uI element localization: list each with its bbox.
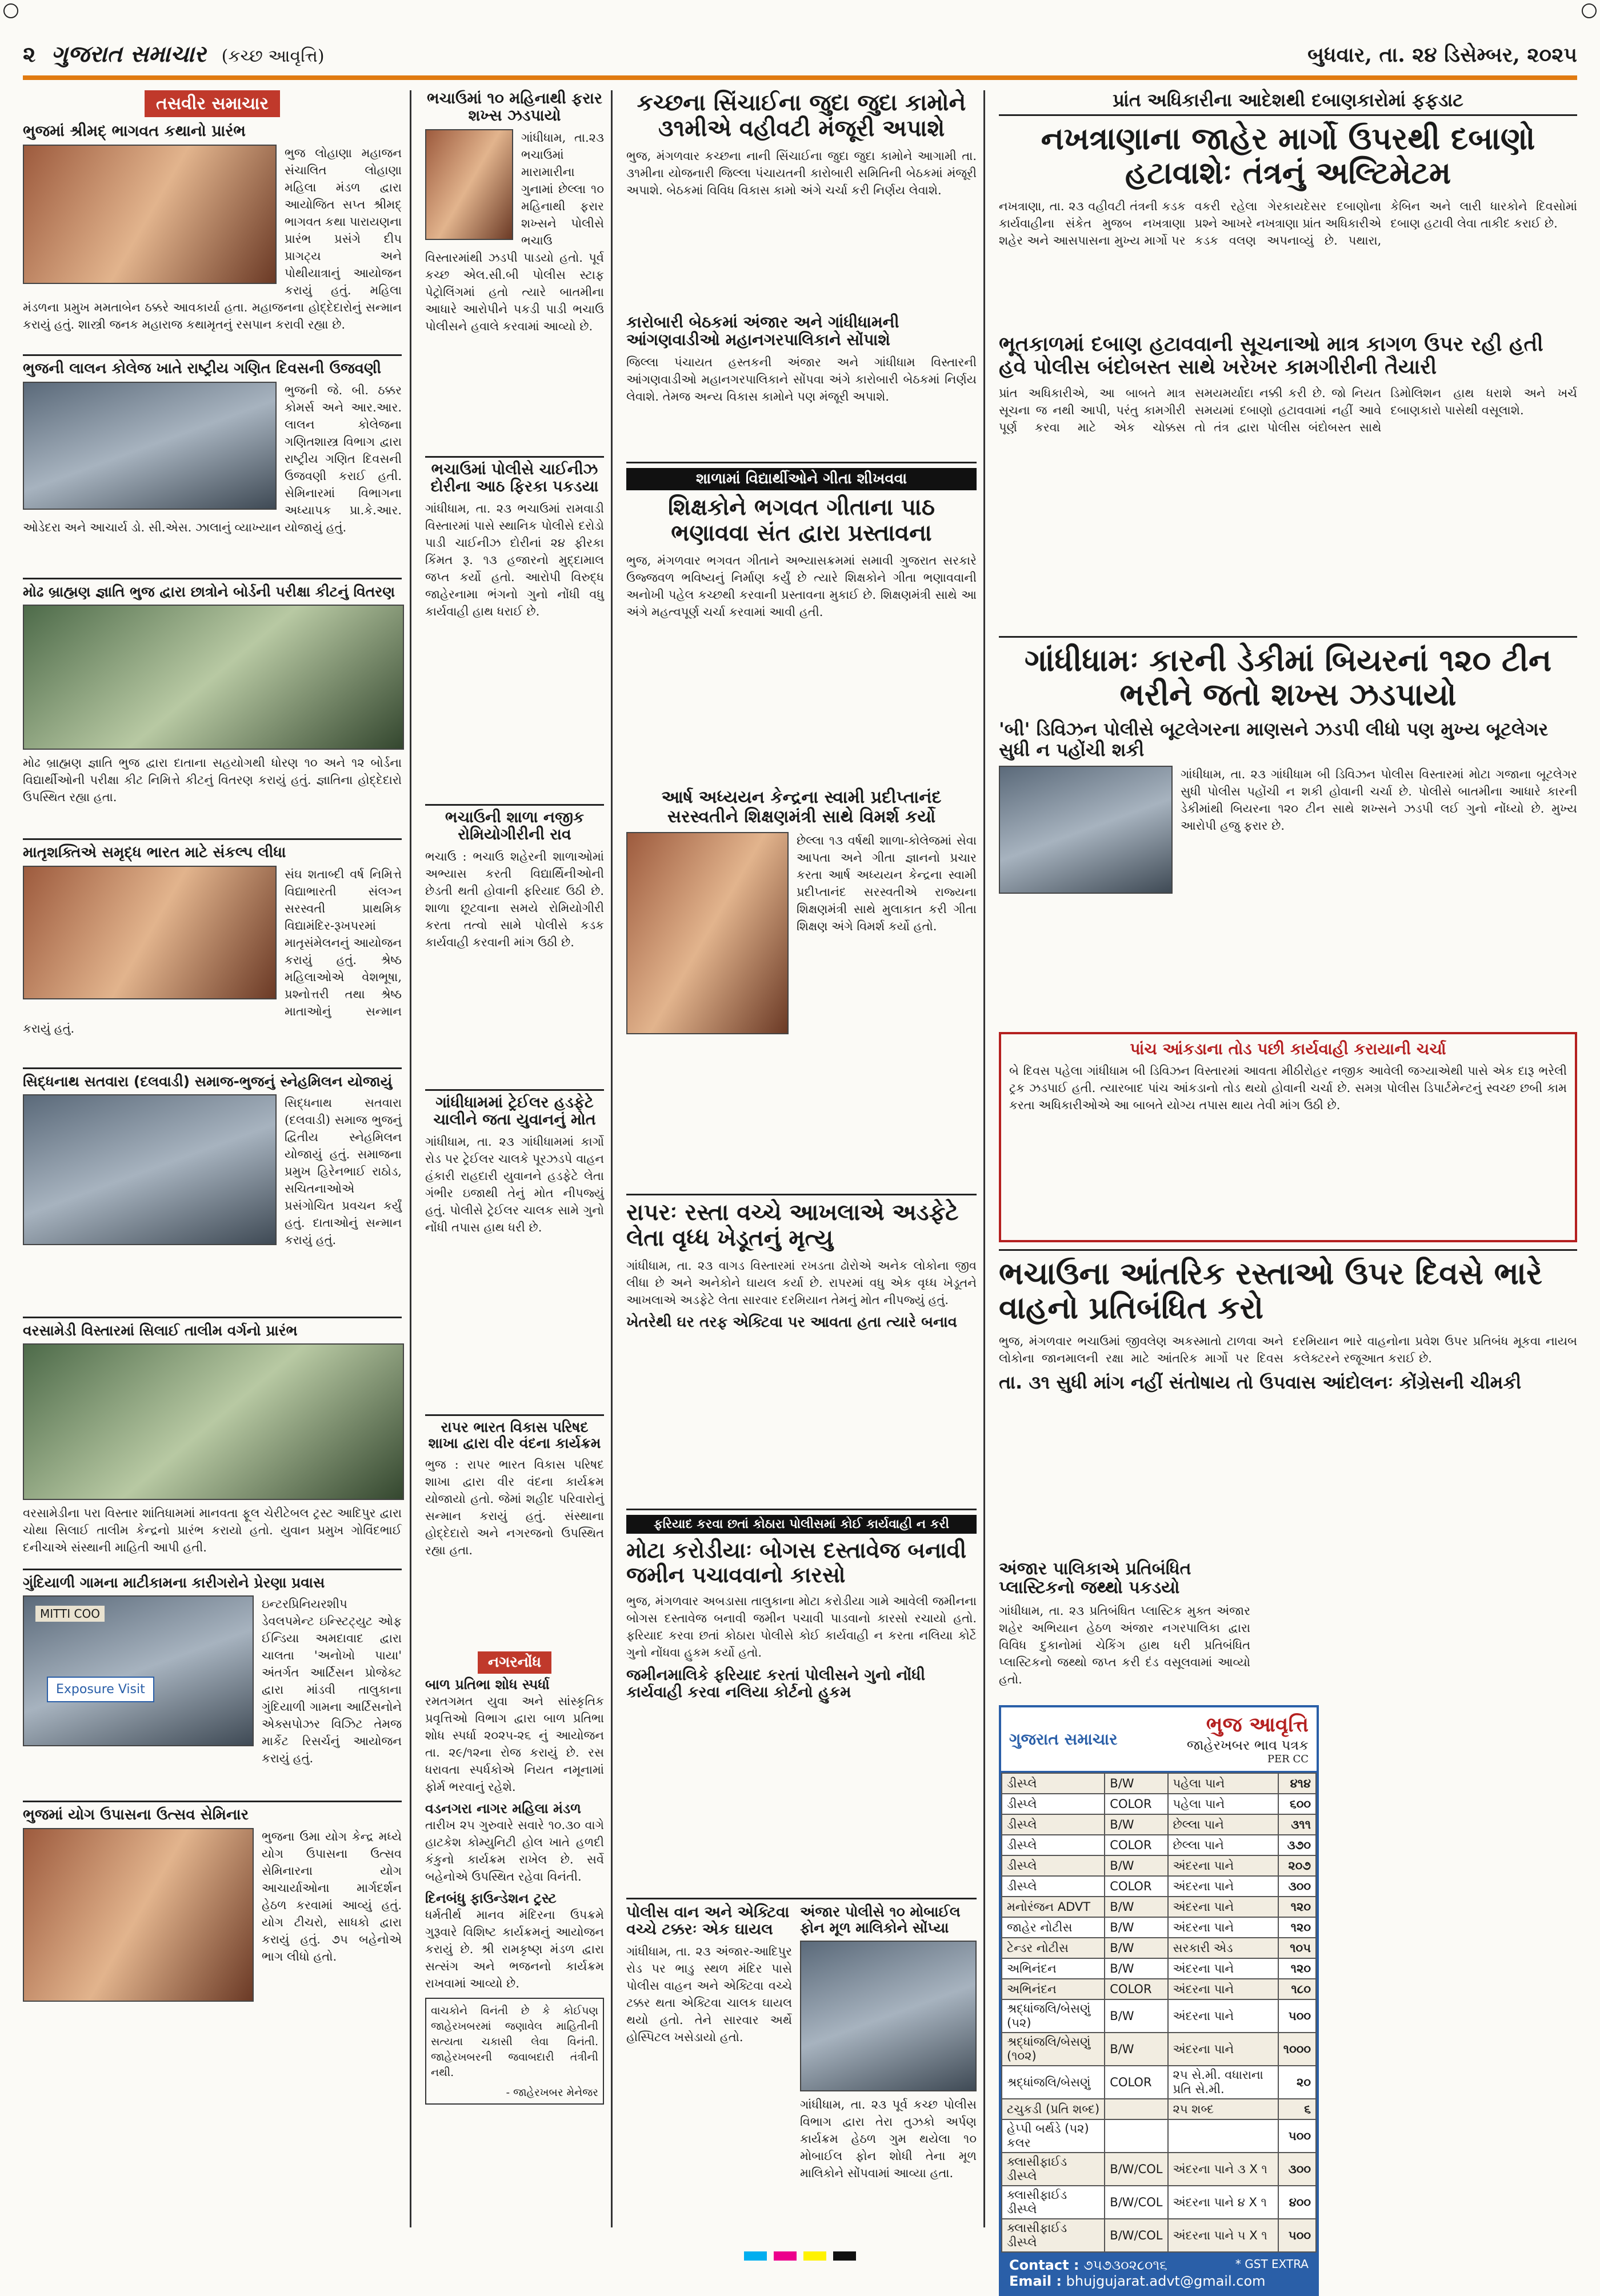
story-headline: માતૃશક્તિએ સમૃદ્ધ ભારત માટે સંકલ્પ લીધા [23, 844, 286, 861]
accused-photo [425, 129, 513, 240]
notice-item [425, 1677, 604, 1992]
story-headline: ભુજમાં શ્રીમદ્ ભાગવત કથાનો પ્રારંભ [23, 122, 246, 140]
rate-cell-position: અંદરના પાને [1168, 1876, 1278, 1897]
rate-cell-rate: ૪૦૦ [1278, 2186, 1316, 2219]
story-body: વરસામેડીના પરા વિસ્તાર શાંતિધામમાં માનવતા ફૂલ ચેરીટેબલ ટ્રસ્ટ આદિપુર દ્વારા ચોથા સિલાઈ તાલીમ કેન્દ્રનો પ્રારંભ કરાયો હતો. યુવાન પ્રમુખ ગોવિંદભાઈ દનીચાએ સંસ્થાની માહિતી આપી હતી. [23, 1506, 402, 1554]
rate-cell-rate: ૨૦૭ [1278, 1855, 1316, 1876]
ratecard-subtitle: જાહેરખબર ભાવ પત્રક [1186, 1737, 1309, 1754]
lead-body: નખત્રાણા, તા. ૨૩ વહીવટી તંત્રની કડક કાર્યવાહીના સંકેત મુજબ નખત્રાણા શહેર અને આસપાસના મુખ્ય માર્ગો પર વકરી રહેલા ગેરકાયદેસર દબાણોના પ્રશ્ને આખરે નખત્રાણા પ્રાંત અધિકારીએ કડક વલણ અપનાવ્યું છે. પથારા, કેબિન અને લારી ધારકોને દિવસોમાં દબાણ હટાવી લેવા તાકીદ કરાઈ છે. [999, 199, 1577, 247]
rate-cell-mode: B/W [1105, 1814, 1167, 1835]
rate-row [1002, 1917, 1316, 1938]
news-photo [23, 1828, 254, 2002]
nagarnondh-tag: નગરનોંધ [478, 1651, 551, 1674]
rate-cell-position: પહેલા પાને [1168, 1773, 1278, 1794]
rate-cell-type: ડીસ્પ્લે [1002, 1855, 1105, 1876]
email-address: bhujgujarat.advt@gmail.com [1066, 2273, 1266, 2290]
rate-cell-rate: ૩૦૦ [1278, 1876, 1316, 1897]
rate-cell-position: છેલ્લા પાને [1168, 1835, 1278, 1855]
rapar-story [626, 1195, 977, 1509]
masthead-left [23, 41, 325, 67]
rate-row [1002, 1979, 1316, 1999]
column-photo-news [23, 90, 411, 2227]
bhachau-subhead: તા. ૩૧ સુધી માંગ નહીં સંતોષાય તો ઉપવાસ આંદોલનઃ કોંગ્રેસની ચીમકી [999, 1371, 1522, 1393]
rate-cell-position: ૨૫ સે.મી. વધારાના પ્રતિ સે.મી. [1168, 2066, 1278, 2099]
notice-headline: વડનગરા નાગર મહિલા મંડળ [425, 1800, 581, 1817]
rate-cell-type: હેપ્પી બર્થડે (૫૨) કલર [1002, 2119, 1105, 2153]
news-item [425, 806, 604, 1089]
rate-cell-type: ડીસ્પ્લે [1002, 1814, 1105, 1835]
plastic-story [999, 1559, 1250, 1694]
rate-cell-rate: ૫૦૦ [1278, 1999, 1316, 2033]
rate-cell-rate: ૧૨૦ [1278, 1917, 1316, 1938]
story-headline: વરસામેડી વિસ્તારમાં સિલાઈ તાલીમ વર્ગનો પ્રારંભ [23, 1322, 298, 1339]
rate-cell-rate: ૨૦ [1278, 2066, 1316, 2099]
rate-cell-mode: COLOR [1105, 1835, 1167, 1855]
boxed-body: બે દિવસ પહેલા ગાંધીધામ બી ડિવિઝન વિસ્તારમાં આવતા મીઠીરોહર નજીક આવેલી જગ્યાએથી પાસે એક દારૂ ભરેલી ટ્રક ઝડપાઈ હતી. ત્યારબાદ પાંચ આંકડાનો તોડ થયો હોવાની ચર્ચા છે. સમગ્ર પોલીસ ડિપાર્ટમેન્ટનું સ્વચ્છ છબી કામ કરતા અધિકારીઓએ આ બાબતે યોગ્ય તપાસ થાય તેવી માંગ ઉઠી છે. [1009, 1064, 1567, 1113]
rate-cell-type: ડીસ્પ્લે [1002, 1835, 1105, 1855]
ratecard-unit: PER CC [1267, 1753, 1309, 1766]
swami-photo [626, 832, 789, 1034]
photo-story [23, 1802, 402, 1965]
sub-body: પ્રાંત અધિકારીએ, આ બાબતે માત્ર સૂચના જ નથી આપી, પરંતુ કામગીરી પૂર્ણ કરવા માટે એક ચોક્કસ સમયમર્યાદા નક્કી કરી છે. જો નિયત સમયમાં દબાણો હટાવવામાં નહીં આવે તો તંત્ર દ્વારા પોલીસ બંદોબસ્ત સાથે ડિમોલિશન હાથ ધરાશે અને ખર્ચ દબાણકારો પાસેથી વસૂલાશે. [999, 386, 1577, 435]
sub-headline: કારોબારી બેઠકમાં અંજાર અને ગાંધીધામની આંગણવાડીઓ મહાનગરપાલિકાને સોંપાશે [626, 313, 899, 350]
news-item [425, 458, 604, 804]
gita-headline: શિક્ષકોને ભગવત ગીતાના પાઠ ભણાવવા સંત દ્વારા પ્રસ્તાવના [668, 494, 935, 546]
story-headline: ગુંદિયાળી ગામના માટીકામના કારીગરોને પ્રેરણા પ્રવાસ [23, 1574, 325, 1591]
rate-cell-rate: ૬૦૦ [1278, 1794, 1316, 1814]
rate-row [1002, 2219, 1316, 2252]
gst-note: * GST EXTRA [1235, 2257, 1309, 2271]
notice-sign: - જાહેરખબર મેનેજર [506, 2086, 598, 2099]
story-body: ભુજ લોહાણા મહાજન સંચાલિત લોહાણા મહિલા મંડળ દ્વારા આયોજિત સપ્ત શ્રીમદ્ ભાગવત કથા પારાયણના પ્રારંભ પ્રસંગે દીપ પ્રાગટ્ય અને પોથીયાત્રાનું આયોજન કરાયું હતું. મહિલા મંડળના પ્રમુખ મમતાબેન ઠક્કરે આવકાર્યા હતા. મહાજનના હોદ્દેદારોનું સન્માન કરાયું હતું. શાસ્ત્રી જનક મહારાજ કથામૃતનું રસપાન કરાવી રહ્યા છે. [23, 146, 402, 332]
news-photo [23, 382, 277, 510]
rate-cell-position: અંદરના પાને [1168, 2033, 1278, 2066]
ratecard-title: ભુજ આવૃત્તિ [1206, 1713, 1309, 1737]
rapar-headline: રાપરઃ રસ્તા વચ્ચે આખલાએ અડફેટે લેતા વૃધ્ધ ખેડૂતનું મૃત્યુ [626, 1199, 959, 1251]
news-photo [23, 1343, 404, 1500]
rate-cell-type: ક્લાસીફાઈડ ડીસ્પ્લે [1002, 2153, 1105, 2186]
rate-cell-mode: B/W [1105, 2033, 1167, 2066]
sub-story [626, 313, 977, 462]
contact-number: ૭૫૭૩૦૨૮૦૧૬ [1083, 2257, 1167, 2274]
news-item [425, 90, 604, 456]
rate-cell-type: ડીસ્પ્લે [1002, 1773, 1105, 1794]
rate-cell-position: સરકારી એડ [1168, 1938, 1278, 1958]
paper-name: ગુજરાત સમાચાર [51, 41, 206, 67]
news-headline: રાપર ભારત વિકાસ પરિષદ શાખા દ્વારા વીર વંદના કાર્યક્રમ [428, 1419, 601, 1451]
story-headline: ભુજની લાલન કોલેજ ખાતે રાષ્ટ્રીય ગણિત દિવસની ઉજવણી [23, 360, 382, 377]
notice-body: તારીખ ૨૫ ગુરુવારે સવારે ૧૦.૩૦ વાગે હાટકેશ કોમ્યુનિટી હોલ ખાતે હળદી કંકુનો કાર્યક્રમ રાખેલ છે. સર્વે બહેનોએ ઉપસ્થિત રહેવા વિનંતી. [425, 1818, 604, 1883]
rate-cell-rate: ૩૧૧ [1278, 1814, 1316, 1835]
rate-row [1002, 2066, 1316, 2099]
rate-cell-mode [1105, 2119, 1167, 2153]
story-headline: મોઢ બ્રાહ્મણ જ્ઞાતિ ભુજ દ્વારા છાત્રોને બોર્ડની પરીક્ષા કીટનું વિતરણ [23, 583, 395, 600]
rate-cell-type: શ્રદ્ધાંજલિ/બેસણું [1002, 2066, 1105, 2099]
arsh-headline: આર્ષ અધ્યયન કેન્દ્રના સ્વામી પ્રદીપ્તાનંદ સરસ્વતીને શિક્ષણમંત્રી સાથે વિમર્શ કર્યો [661, 787, 942, 827]
beer-headline: ગાંધીધામઃ કારની ડેકીમાં બિયરનાં ૧૨૦ ટીન ભરીને જતો શખ્સ ઝડપાયો [1024, 642, 1552, 713]
van-story [626, 1904, 792, 2187]
story-headline: ભુજમાં યોગ ઉપાસના ઉત્સવ સેમિનાર [23, 1806, 249, 1823]
news-photo [23, 866, 277, 999]
notice-headline: બાળ પ્રતિભા શોધ સ્પર્ધા [425, 1677, 550, 1693]
lead-story [626, 90, 977, 313]
news-body: ગાંધીધામ, તા.૨૩ ભચાઉમાં મારામારીના ગુનામાં છેલ્લા ૧૦ મહિનાથી ફરાર શખ્સને પોલીસે ભચાઉ વિસ્તારમાંથી ઝડપી પાડયો હતો. પૂર્વ કચ્છ એલ.સી.બી પોલીસ સ્ટાફ પેટ્રોલિંગમાં હતો ત્યારે બાતમીના આધારે આરોપીને પકડી પાડી ભચાઉ પોલીસને હવાલે કરવામાં આવ્યો છે. [425, 131, 604, 334]
bhachau-story [999, 1251, 1577, 1559]
rate-cell-type: મનોરંજન ADVT [1002, 1897, 1105, 1917]
sub-body: જિલ્લા પંચાયત હસ્તકની અંજાર અને ગાંધીધામ વિસ્તારની આંગણવાડીઓ મહાનગરપાલિકાને સોંપવા અંગે કારોબારી બેઠકમાં નિર્ણય લેવાશે. તેમજ અન્ય વિકાસ કામોને પણ મંજૂરી અપાશે. [626, 355, 977, 403]
rate-cell-position: અંદરના પાને [1168, 1979, 1278, 1999]
notice-body: ધર્મતીર્થ માનવ મંદિરના ઉપક્રમે ગુરૂવારે વિશિષ્ટ કાર્યક્રમનું આયોજન કરાયું છે. શ્રી રામકૃષ્ણ મંડળ દ્વારા સત્સંગ અને ભજનનો કાર્યક્રમ રાખવામાં આવ્યો છે. [425, 1907, 604, 1990]
rate-row [1002, 1794, 1316, 1814]
rate-cell-position: છેલ્લા પાને [1168, 1814, 1278, 1835]
kotda-body: ભુજ, મંગળવાર અબડાસા તાલુકાના મોટા કરોડીયા ગામે આવેલી જમીનના બોગસ દસ્તાવેજ બનાવી જમીન પચાવી પાડવાનો કારસો રચાયો હતો. ફરિયાદ કરવા છતાં કોઠારા પોલીસે કોઈ કાર્યવાહી ન કરતા નલિયા કોર્ટે ગુનો નોંધવા હુકમ કર્યો હતો. [626, 1594, 977, 1660]
bhachau-headline: ભચાઉના આંતરિક રસ્તાઓ ઉપર દિવસે ભારે વાહનો પ્રતિબંધિત કરો [999, 1255, 1542, 1326]
advertiser-notice [425, 1998, 604, 2105]
rate-cell-mode: COLOR [1105, 1979, 1167, 1999]
rate-cell-mode: B/W/COL [1105, 2186, 1167, 2219]
story-body: મોઢ બ્રાહ્મણ જ્ઞાતિ ભુજ દ્વારા દાતાના સહયોગથી ધોરણ ૧૦ અને ૧૨ બોર્ડના વિદ્યાર્થીઓની પરીક્ષા કીટ નિમિત્તે કીટનું વિતરણ કરાયું હતું. જ્ઞાતિના હોદ્દેદારો ઉપસ્થિત રહ્યા હતા. [23, 756, 402, 804]
rate-cell-mode: B/W [1105, 1897, 1167, 1917]
rate-cell-rate: ૩૭૦ [1278, 1835, 1316, 1855]
story-body: ભુજના ઉમા યોગ કેન્દ્ર મધ્યે યોગ ઉપાસના ઉત્સવ સેમિનારના યોગ આચાર્યાઓના માર્ગદર્શન હેઠળ કરવામાં આવ્યું હતું. યોગ ટીચરો, સાધકો દ્વારા કરાયું હતું. ૭૫ બહેનોએ ભાગ લીધો હતો. [262, 1830, 402, 1964]
registration-mark [3, 3, 18, 18]
rate-row [1002, 2033, 1316, 2066]
news-body: ભુજ : રાપર ભારત વિકાસ પરિષદ શાખા દ્વારા વીર વંદના કાર્યક્રમ યોજાયો હતો. જેમાં શહીદ પરિવારોનું સન્માન કરાયું હતું. સંસ્થાના હોદ્દેદારો અને નગરજનો ઉપસ્થિત રહ્યા હતા. [425, 1458, 604, 1557]
rate-cell-mode: B/W [1105, 1999, 1167, 2033]
rate-row [1002, 1814, 1316, 1835]
notice-text: વાચકોને વિનંતી છે કે કોઈપણ જાહેરખબરમાં જણાવેલ માહિતીની સત્યતા ચકાસી લેવા વિનંતી. જાહેરખબરની જવાબદારી તંત્રીની નથી. [431, 2004, 598, 2079]
photo-sign: Exposure Visit [47, 1677, 154, 1702]
photo-story [23, 840, 402, 1067]
rate-row [1002, 2153, 1316, 2186]
photo-story [23, 123, 402, 354]
story-body: ઇન્ટરપ્રિનિયરશીપ ડેવલપમેન્ટ ઇન્સ્ટિટ્યુટ ઓફ ઈન્ડિયા અમદાવાદ દ્વારા ચાલતા 'અનોખો પાયા' અંતર્ગત આર્ટિસન પ્રોજેક્ટ દ્વારા માંડવી તાલુકાના ગુંદિયાળી ગામના આર્ટિસનોને એક્સપોઝર વિઝિટ તેમજ માર્કેટ રિસર્ચનું આયોજન કરાયું હતું. [262, 1597, 402, 1765]
rate-cell-position: અંદરના પાને [1168, 1917, 1278, 1938]
van-body: ગાંધીધામ, તા. ૨૩ અંજાર-આદિપુર રોડ પર ભાડુ સ્થળ મંદિર પાસે પોલીસ વાહન અને એક્ટિવા વચ્ચે ટક્કર થતા એક્ટિવા ચાલક ઘાયલ થયો હતો. તેને સારવાર અર્થે હોસ્પિટલ ખસેડાયો હતો. [626, 1945, 792, 2045]
rate-row [1002, 1835, 1316, 1855]
rate-cell-mode: B/W/COL [1105, 2219, 1167, 2252]
story-headline: સિદ્ધનાથ સતવારા (દલવાડી) સમાજ-ભુજનું સ્નેહમિલન યોજાયું [23, 1073, 393, 1090]
rate-row [1002, 1773, 1316, 1794]
gita-kicker: શાળામાં વિદ્યાર્થીઓને ગીતા શીખવવા [626, 468, 977, 490]
column-main-news [619, 90, 985, 2227]
rate-cell-rate: ૧૮૦ [1278, 1979, 1316, 1999]
news-headline: ગાંધીધામમાં ટ્રેઈલર હડફેટે ચાલીને જતા યુવાનનું મોત [433, 1094, 596, 1129]
rate-row [1002, 2186, 1316, 2219]
mobile-body: ગાંધીધામ, તા. ૨૩ પૂર્વ કચ્છ પોલીસ વિભાગ દ્વારા તેરા તુઝકો અર્પણ કાર્યક્રમ હેઠળ ગુમ થયેલા ૧૦ મોબાઈલ ફોન શોધી તેના મૂળ માલિકોને સોંપવામાં આવ્યા હતા. [800, 2098, 977, 2180]
news-item [425, 1091, 604, 1414]
lead-body: ભુજ, મંગળવાર કચ્છના નાની સિંચાઈના જુદા જુદા કામોને આગામી તા. ૩૧મીના યોજનારી જિલ્લા પંચાયતની કારોબારી સમિતિની બેઠકમાં મંજૂરી અપાશે. બેઠકમાં વિવિધ વિકાસ કામો અંગે ચર્ચા કરી નિર્ણય લેવાશે. [626, 149, 977, 197]
kotda-kicker: ફરિયાદ કરવા છતાં કોઠારા પોલીસમાં કોઈ કાર્યવાહી ન કરી [626, 1515, 977, 1534]
news-body: ગાંધીધામ, તા. ૨૩ ભચાઉમાં રામવાડી વિસ્તારમાં પાસે સ્થાનિક પોલીસે દરોડો પાડી ચાઈનીઝ દોરીનાં ૨૪ ફીરકા કિંમત રૂ. ૧૩ હજારનો મુદ્દામાલ જપ્ત કર્યો હતો. આરોપી વિરુદ્ધ જાહેરનામા ભંગનો ગુનો નોંધી વધુ કાર્યવાહી હાથ ધરાઈ છે. [425, 502, 604, 619]
registration-mark [1582, 3, 1597, 18]
rate-cell-mode [1105, 2099, 1167, 2119]
rate-cell-position: અંદરના પાને ૩ X ૧ [1168, 2153, 1278, 2186]
news-body: ગાંધીધામ, તા. ૨૩ ગાંધીધામમાં કાર્ગો રોડ પર ટ્રેઈલર ચાલકે પૂરઝડપે વાહન હંકારી રાહદારી યુવાનને હડફેટે લેતા ગંભીર ઇજાથી તેનું મોત નીપજ્યું હતું. પોલીસે ટ્રેઈલર ચાલક સામે ગુનો નોંધી તપાસ હાથ ધરી છે. [425, 1135, 604, 1235]
rate-cell-rate: ૧૦૦૦ [1278, 2033, 1316, 2066]
boxed-story [999, 1032, 1577, 1242]
rate-cell-position: અંદરના પાને [1168, 1958, 1278, 1979]
news-photo [23, 605, 404, 750]
news-headline: ભચાઉમાં પોલીસે ચાઈનીઝ દોરીના આઠ ફિરકા પકડયા [430, 461, 599, 496]
rate-cell-mode: B/W [1105, 1958, 1167, 1979]
rate-cell-rate: ૬ [1278, 2099, 1316, 2119]
rate-cell-rate: ૫૦૦ [1278, 2219, 1316, 2252]
rapar-body: ગાંધીધામ, તા. ૨૩ વાગડ વિસ્તારમાં રખડતા ઢોરોએ અનેક લોકોના જીવ લીધા છે અને અનેકોને ઘાયલ કર્યા છે. રાપરમાં વધુ એક વૃધ્ધ ખેડૂતને આખલાએ અડફેટે લેતા સારવાર દરમિયાન તેમનું મોત નીપજ્યું હતું. [626, 1258, 977, 1307]
rapar-subhead: ખેતરેથી ઘર તરફ એક્ટિવા પર આવતા હતા ત્યારે બનાવ [626, 1313, 957, 1331]
arsh-story [626, 788, 977, 1194]
edition: (કચ્છ આવૃત્તિ) [221, 46, 325, 66]
kotda-story [626, 1510, 977, 1898]
rate-cell-mode: B/W [1105, 1855, 1167, 1876]
plastic-body: ગાંધીધામ, તા. ૨૩ પ્રતિબંધિત પ્લાસ્ટિક મુક્ત અંજાર શહેર અભિયાન હેઠળ અંજાર નગરપાલિકા દ્વારા વિવિધ દુકાનોમાં ચેકિંગ હાથ ધરી પ્રતિબંધિત પ્લાસ્ટિકનો જથ્થો જપ્ત કરી દંડ વસૂલવામાં આવ્યો હતો. [999, 1604, 1250, 1687]
beer-body: ગાંધીધામ, તા. ૨૩ ગાંધીધામ બી ડિવિઝન પોલીસ વિસ્તારમાં મોટા ગજાના બૂટલેગર સુધી પોલીસ પહોંચી ન શકી હોવાની ચર્ચા છે. પોલીસે બાતમીના આધારે કારની ડેકીમાંથી બિયરના ૧૨૦ ટીન સાથે શખ્સને ઝડપી લઈ ગુનો નોંધ્યો છે. મુખ્ય આરોપી હજુ ફરાર છે. [1181, 767, 1577, 833]
rate-cell-mode: COLOR [1105, 1794, 1167, 1814]
rate-cell-rate: ૧૨૦ [1278, 1897, 1316, 1917]
beer-kicker: 'બી' ડિવિઝન પોલીસે બૂટલેગરના માણસને ઝડપી લીધો પણ મુખ્ય બૂટલેગર સુધી ન પહોંચી શકી [999, 718, 1549, 761]
column-lead-news [992, 89, 1577, 2290]
rate-cell-type: ટચુકડી (પ્રતિ શબ્દ) [1002, 2099, 1105, 2119]
rate-cell-rate: ૪૧૪ [1278, 1773, 1316, 1794]
rate-cell-rate: ૧૨૦ [1278, 1958, 1316, 1979]
boxed-title: પાંચ આંકડાના તોડ પછી કાર્યવાહી કરાયાની ચર્ચા [1130, 1039, 1446, 1058]
photo-story [23, 579, 402, 838]
column-short-news [418, 90, 613, 2227]
mobile-photo [800, 1941, 977, 2091]
email-label: Email : [1009, 2273, 1062, 2290]
contact-label: Contact : [1009, 2257, 1079, 2274]
rate-cell-mode: B/W [1105, 1938, 1167, 1958]
rate-cell-type: શ્રદ્ધાંજલિ/બેસણું (૫૨) [1002, 1999, 1105, 2033]
rate-row [1002, 2099, 1316, 2119]
ratecard-paper: ગુજરાત સમાચાર [1009, 1729, 1118, 1749]
beer-photo [999, 766, 1173, 894]
news-photo [23, 1094, 277, 1245]
masthead [23, 23, 1577, 80]
rate-cell-position: અંદરના પાને ૪ X ૧ [1168, 2186, 1278, 2219]
rate-row [1002, 1938, 1316, 1958]
rate-cell-type: અભિનંદન [1002, 1958, 1105, 1979]
color-registration-strip [0, 2251, 1600, 2263]
rate-cell-rate: ૫૦૦ [1278, 2119, 1316, 2153]
notice-body: રમતગમત યુવા અને સાંસ્કૃતિક પ્રવૃત્તિઓ વિભાગ દ્વારા બાળ પ્રતિભા શોધ સ્પર્ધા ૨૦૨૫-૨૬ નું આયોજન તા. ૨૯/૧૨ના રોજ કરાયું છે. રસ ધરાવતા સ્પર્ધકોએ નિયત નમૂનામાં ફોર્મ ભરવાનું રહેશે. [425, 1694, 604, 1794]
sub-story [999, 333, 1577, 636]
rate-cell-type: જાહેર નોટીસ [1002, 1917, 1105, 1938]
rate-cell-position: અંદરના પાને [1168, 1897, 1278, 1917]
rate-row [1002, 1897, 1316, 1917]
rate-cell-mode: B/W/COL [1105, 2153, 1167, 2186]
van-headline: પોલીસ વાન અને એક્ટિવા વચ્ચે ટક્કરઃ એક ઘાયલ [626, 1903, 790, 1939]
rate-cell-type: ડીસ્પ્લે [1002, 1876, 1105, 1897]
news-photo [23, 145, 277, 284]
rate-cell-type: ક્લાસીફાઈડ ડીસ્પ્લે [1002, 2186, 1105, 2219]
rate-cell-rate: ૧૦૫ [1278, 1938, 1316, 1958]
rate-cell-mode: B/W [1105, 1917, 1167, 1938]
rate-row [1002, 1876, 1316, 1897]
lead-headline: નખત્રાણાના જાહેર માર્ગો ઉપરથી દબાણો હટાવાશેઃ તંત્રનું અલ્ટિમેટમ [1041, 120, 1535, 191]
photo-story [23, 1318, 402, 1569]
photo-story [23, 356, 402, 578]
rate-row [1002, 2119, 1316, 2153]
news-item [425, 1416, 604, 1648]
rate-cell-mode: B/W [1105, 1773, 1167, 1794]
rate-cell-rate: ૩૦૦ [1278, 2153, 1316, 2186]
arsh-body: છેલ્લા ૧૩ વર્ષથી શાળા-કોલેજમાં સેવા આપતા અને ગીતા જ્ઞાનનો પ્રચાર કરતા આર્ષ અધ્યયન કેન્દ્રના સ્વામી પ્રદીપ્તાનંદ સરસ્વતીએ રાજ્યના શિક્ષણમંત્રી સાથે મુલાકાત કરી ગીતા શિક્ષણ અંગે વિમર્શ કર્યો હતો. [797, 834, 977, 934]
news-headline: ભચાઉમાં ૧૦ મહિનાથી ફરાર શખ્સ ઝડપાયો [427, 90, 602, 125]
rate-row [1002, 1958, 1316, 1979]
kotda-subhead: જમીનમાલિકે ફરિયાદ કરતાં પોલીસને ગુનો નોંધી કાર્યવાહી કરવા નલિયા કોર્ટનો હુકમ [626, 1666, 926, 1702]
rate-cell-type: ડીસ્પ્લે [1002, 1794, 1105, 1814]
rate-cell-position [1168, 2119, 1278, 2153]
rate-cell-mode: COLOR [1105, 2066, 1167, 2099]
rate-row [1002, 1855, 1316, 1876]
mobile-headline: અંજાર પોલીસે ૧૦ મોબાઈલ ફોન મૂળ માલિકોને સોંપ્યા [800, 1903, 961, 1936]
photo-sign: MITTI COO [35, 1606, 105, 1622]
photo-story [23, 1069, 402, 1317]
news-photo [23, 1595, 254, 1746]
rate-table [1001, 1773, 1317, 2253]
rate-cell-position: અંદરના પાને [1168, 1855, 1278, 1876]
rate-cell-position: અંદરના પાને [1168, 1999, 1278, 2033]
gita-body: ભુજ, મંગળવાર ભગવત ગીતાને અભ્યાસક્રમમાં સમાવી ગુજરાત સરકારે ઉજ્જવળ ભવિષ્યનું નિર્માણ કર્યું છે ત્યારે શિક્ષકોને ગીતા ભણાવવાની અનોખી પહેલ કચ્છથી કરવાની પ્રસ્તાવના મુકાઈ છે. શિક્ષણમંત્રી સાથે આ અંગે મહત્વપૂર્ણ ચર્ચા કરવામાં આવી હતી. [626, 553, 977, 619]
story-body: સંઘ શતાબ્દી વર્ષ નિમિત્તે વિદ્યાભારતી સંલગ્ન સરસ્વતી પ્રાથમિક વિદ્યામંદિર-રૂખપરમાં માતૃસંમેલનનું આયોજન કરાયું હતું. શ્રેષ્ઠ મહિલાઓએ વેશભૂષા, પ્રશ્નોત્તરી તથા શ્રેષ્ઠ માતાઓનું સન્માન કરાયું હતું. [23, 867, 402, 1036]
rate-row [1002, 1999, 1316, 2033]
gita-story [626, 463, 977, 788]
page-number: ૨ [23, 41, 36, 67]
bhachau-body: ભુજ, મંગળવાર ભચાઉમાં જીવલેણ અકસ્માતો ટાળવા અને લોકોના જાનમાલની રક્ષા માટે આંતરિક માર્ગો પર દિવસ દરમિયાન ભારે વાહનોના પ્રવેશ ઉપર પ્રતિબંધ મૂકવા નાયબ કલેક્ટરને રજૂઆત કરાઈ છે. [999, 1334, 1577, 1365]
rate-cell-position: ૨૫ શબ્દ [1168, 2099, 1278, 2119]
lead-headline: કચ્છના સિંચાઈના જુદા જુદા કામોને ૩૧મીએ વહીવટી મંજૂરી અપાશે [637, 90, 966, 142]
ad-rate-card [999, 1705, 1319, 2296]
rate-cell-type: ક્લાસીફાઈડ ડીસ્પ્લે [1002, 2219, 1105, 2252]
rate-cell-type: અભિનંદન [1002, 1979, 1105, 1999]
news-headline: ભચાઉની શાળા નજીક રોમિયોગીરીની રાવ [445, 809, 585, 844]
photo-story [23, 1570, 402, 1801]
issue-date: બુધવાર, તા. ૨૪ ડિસેમ્બર, ૨૦૨૫ [1307, 43, 1577, 67]
story-body: સિદ્ધનાથ સતવારા (દલવાડી) સમાજ ભુજનું દ્વિતીય સ્નેહમિલન યોજાયું હતું. સમાજના પ્રમુખ હિરેનભાઈ રાઠોડ, સચિતનાઓએ પ્રસંગોચિત પ્રવચન કર્યું હતું. દાતાઓનું સન્માન કરાયું હતું. [285, 1096, 402, 1247]
notice-headline: દિનબંધુ ફાઉન્ડેશન ટ્રસ્ટ [425, 1890, 557, 1906]
section-tag: તસવીર સમાચાર [145, 90, 280, 117]
rate-cell-position: અંદરના પાને ૫ X ૧ [1168, 2219, 1278, 2252]
lead-story [999, 122, 1577, 333]
news-body: ભચાઉ : ભચાઉ શહેરની શાળાઓમાં અભ્યાસ કરતી વિદ્યાર્થિનીઓની છેડતી થતી હોવાની ફરિયાદ ઉઠી છે. શાળા છૂટવાના સમયે રોમિયોગીરી કરતા તત્વો સામે પોલીસે કડક કાર્યવાહી કરવાની માંગ ઉઠી છે. [425, 850, 604, 950]
rate-cell-type: ટેન્ડર નોટીસ [1002, 1938, 1105, 1958]
rate-cell-position: પહેલા પાને [1168, 1794, 1278, 1814]
mobile-story [800, 1904, 977, 2187]
sub-headline: ભૂતકાળમાં દબાણ હટાવવાની સૂચનાઓ માત્ર કાગળ ઉપર રહી હતી હવે પોલીસ બંદોબસ્ત સાથે ખરેખર કામગીરીની તૈયારી [999, 332, 1543, 379]
story-body: ભુજની જે. બી. ઠક્કર કોમર્સ અને આર.આર. લાલન કોલેજના ગણિતશાસ્ત્ર વિભાગ દ્વારા રાષ્ટ્રીય ગણિત દિવસની ઉજવણી કરાઈ હતી. સેમિનારમાં વિભાગના અધ્યાપક પ્રા.કે.આર. ઓડેદરા અને આચાર્ય ડો. સી.એસ. ઝાલાનું વ્યાખ્યાન યોજાયું હતું. [23, 383, 402, 535]
kotda-headline: મોટા કરોડીયાઃ બોગસ દસ્તાવેજ બનાવી જમીન પચાવવાનો કારસો [626, 1538, 967, 1587]
rate-cell-mode: COLOR [1105, 1876, 1167, 1897]
beer-story [999, 638, 1577, 1032]
rate-cell-type: શ્રદ્ધાંજલિ/બેસણું (૧૦૨) [1002, 2033, 1105, 2066]
lead-kicker: પ્રાંત અધિકારીના આદેશથી દબાણકારોમાં ફફડાટ [999, 90, 1577, 116]
plastic-headline: અંજાર પાલિકાએ પ્રતિબંધિત પ્લાસ્ટિકનો જથ્થો પકડયો [999, 1558, 1191, 1598]
